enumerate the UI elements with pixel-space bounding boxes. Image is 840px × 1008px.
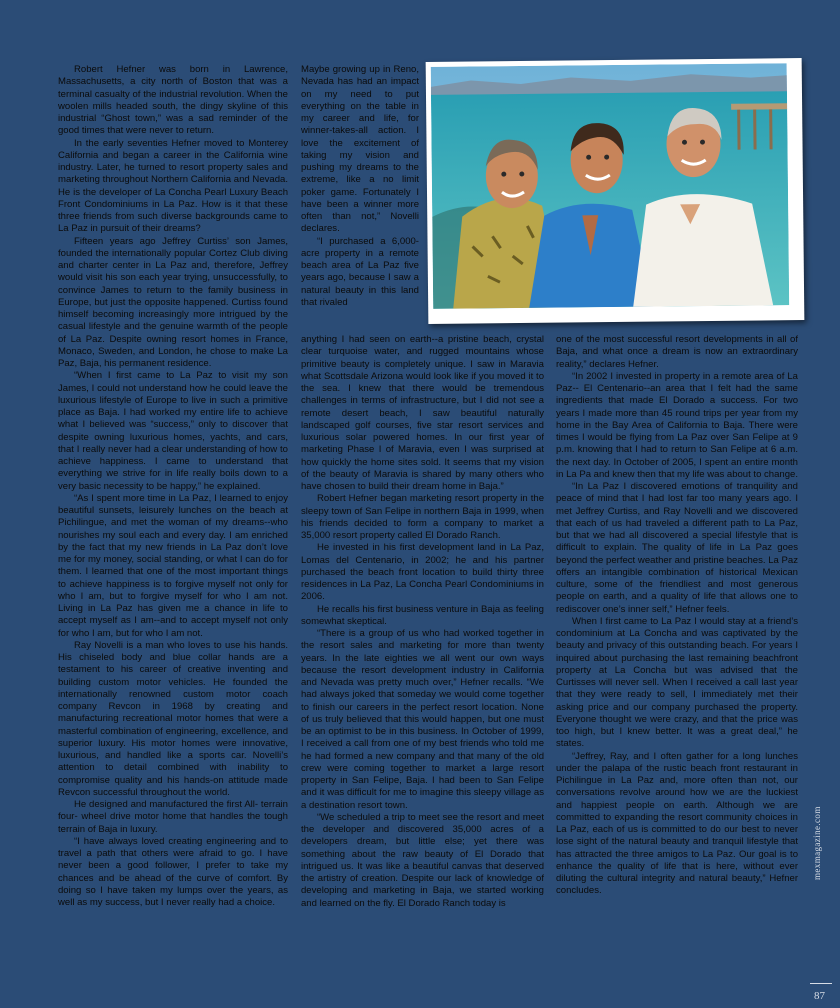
paragraph: He invested in his first development land in La Paz, Lomas del Centenario, in 2002; he and his partner purchased the beach front location to build thirty three residences in La Paz, La Concha Pearl Condominiums in 2006. [301,542,544,603]
paragraph: Maybe growing up in Reno, Nevada has had an impact on my need to put everything on the table in my career and life, for winner-takes-all action. I love the excitement of taking my vision and pushing my dreams to the extreme, like a no limit poker game. Fortunately I have been a winner more often than not,” Novelli declares. [301,64,419,235]
article-column-2-bottom [301,334,544,1002]
site-url: mexmagazine.com [812,806,822,880]
article-column-1 [58,64,288,992]
paragraph: one of the most successful resort developments in all of Baja, and what once a dream is now an extraordinary reality,” declares Hefner. [556,334,798,370]
paragraph: In the early seventies Hefner moved to Monterey California and began a career in the California wine industry. Later, he turned to resort property sales and marketing throughout Northern California and Nevada. He is the developer of La Concha Pearl Luxury Beach Front Condominiums in La Paz. How is it that these three friends from such diverse backgrounds came to La Paz in pursuit of their dreams? [58,137,288,235]
paragraph: anything I had seen on earth--a pristine beach, crystal clear turquoise water, and rugged mountains whose primitive beauty is completely unique. I saw in Maravia what Scottsdale Arizona would look like if you moved it to the sea. I knew that there would be tremendous challenges in terms of infrastructure, but I did not see a remote desert beach, I saw beautiful naturally landscaped golf courses, five star resort services and luxurious solar powered homes. In our first year of marketing Phase I of Maravia, even I was surprised at how quickly the home sites sold. It seems that my vision of the beauty of Maravia is shared by many others who have chosen to build their dream home in Baja.” [301,334,544,492]
paragraph: “In 2002 I invested in property in a remote area of La Paz-- El Centenario--an area that I felt had the same ingredients that made El Dorado a success. For two years I made more than 45 round trips per year from my home in the Bay Area of California to Baja. There were times I would be flying from La Paz over San Felipe at 9 p.m. knowing that I had to return to San Felipe at 6 a.m. the next day. In October of 2005, I spent an entire month in La Pa and knew then that my life was about to change. [556,370,798,480]
paragraph: Robert Hefner began marketing resort property in the sleepy town of San Felipe in northern Baja in 1999, when his friends decided to form a company to market a 35,000 resort property called El Dorado Ranch. [301,493,544,541]
paragraph: “I purchased a 6,000-acre property in a remote beach area of La Paz five years ago, because I saw a natural beauty in this land that rivaled [301,235,419,308]
paragraph: “When I first came to La Paz to visit my son James, I could not understand how he could leave the luxurious lifestyle of Europe to live in such a primitive place as Baja. I had worked my entire life to achieve what I believed was “success,” only to discover that despite owning luxurious homes, yachts, and cars, that I really never had a clear understanding of how to achieve happiness. I came to understand that everything we strive for in life really boils down to a very basic necessity to be happy,” he explained. [58,370,288,492]
page-number: 87 [814,990,825,1002]
paragraph: “We scheduled a trip to meet see the resort and meet the developer and discovered 35,000 acres of a developers dream, but little else; yet there was something about the raw beauty of El Dorado that intrigued us. It was like a beautiful canvas that deserved the artistry of creation. Despite our lack of knowledge of developing and marketing in Baja, we started working and learned on the fly. El Dorado Ranch today is [301,811,544,909]
article-column-2-top [301,64,419,336]
paragraph: “Jeffrey, Ray, and I often gather for a long lunches under the palapa of the rustic beach front restaurant in Pichilingue in La Paz and, more often than not, our conversations revolve around how we are the luckiest and happiest people on earth. Although we are committed to expanding the resort community choices in La Paz, each of us is committed to do our best to never lose sight of the natural beauty and tranquil lifestyle that has attracted the three amigos to La Paz. Our goal is to enhance the quality of life that is here, without ever diluting the cultural integrity and natural beauty,” Hefner concludes. [556,750,798,897]
article-column-3 [556,334,798,1002]
page-number-rule [810,983,832,984]
paragraph: He designed and manufactured the first All- terrain four- wheel drive motor home that handles the tough terrain of Baja in luxury. [58,799,288,835]
paragraph: “There is a group of us who had worked together in the resort sales and marketing for more than twenty years. In the late eighties we all went our own ways because the resort development industry in California and Nevada was pretty much over,” Hefner recalls. “We had always joked that someday we would come together to finish our careers in the perfect resort location. None of us truly believed that this would happen, but one must be an optimist to be in this business. In October of 1999, I received a call from one of my best friends who told me he had formed a new company and that many of the old crew were coming together to market a large resort property in San Felipe, Baja. I had been to San Felipe and it was difficult for me to imagine this sleepy village as a destination resort town. [301,628,544,811]
paragraph: “In La Paz I discovered emotions of tranquility and peace of mind that I had lost far too many years ago. I met Jeffrey Curtiss, and Ray Novelli and we discovered that each of us had traveled a different path to La Paz, but that we had all discovered a special lifestyle that is difficult to explain. The quality of life in La Paz goes beyond the perfect weather and pristine beaches. La Paz offers an intangible combination of historical Mexican culture, some of the friendliest and most generous people on earth, and a quality of life that allows one to rediscover one’s inner self,” Hefner feels. [556,481,798,615]
paragraph: When I first came to La Paz I would stay at a friend’s condominium at La Concha and was captivated by the beauty and privacy of this outstanding beach. For years I inquired about purchasing the last remaining beachfront property at La Concha but was advised that the Curtisses will never sell. When I received a call last year that they were ready to sell, I immediately met their asking price and our company purchased the property. Everyone thought we were crazy, and that the price was too high, but I knew better. It was a great deal,” he states. [556,615,798,750]
paragraph: “I have always loved creating engineering and to travel a path that others were afraid to go. I have never been a good follower, I prefer to take my chances and be ahead of the curve of comfort. By doing so I have taken my lumps over the years, as well as my success, but I never really had a choice. [58,835,288,908]
paragraph: Fifteen years ago Jeffrey Curtiss’ son James, founded the internationally popular Cortez Club diving and charter center in La Paz and, therefore, Jeffrey would visit his son each year trying, unsuccessfully, to convince James to return to the family business in Europe, but just the opposite happened. Curtiss found himself becoming increasingly more intrigued by the casual lifestyle and the genuine warmth of the people of La Paz. Despite owning resort homes in France, Monaco, Sweden, and London, he chose to make La Paz, Baja, his permanent residence. [58,235,288,369]
paragraph: “As I spent more time in La Paz, I learned to enjoy beautiful sunsets, leisurely lunches on the beach at Pichilingue, and met the woman of my dreams--who nourishes my soul each and every day. I am enriched by the fact that my new friends in La Paz don’t love me for my money, social standing, or what I can do for them. I learned that one of the most important things to achieve happiness is to forgive myself not only for who I am, but to forgive myself for who I am not. Living in La Paz has given me a chance in life to accept myself as I am--and to accept myself not only for who I am, but for who I am not. [58,492,288,639]
paragraph: Ray Novelli is a man who loves to use his hands. His chiseled body and blue collar hands are a testament to his career of creative inventing and building custom motor vehicles. He founded the internationally renowned custom motor coach company Revcon in 1968 by creating and manufacturing recreational motor homes that were a masterful combination of engineering, excellence, and superior luxury. His motor homes were innovative, luxurious, and handled like a sports car. Novelli’s attention to detail combined with inability to compromise quality and his hands-on attitude made Revcon successful throughout the world. [58,639,288,798]
photo-image [431,63,790,309]
paragraph: Robert Hefner was born in Lawrence, Massachusetts, a city north of Boston that was a terminal casualty of the industrial revolution. When the woolen mills headed south, the dingy skyline of this industrial “Ghost town,” was a sad reminder of the good times that were never to return. [58,64,288,137]
photo-three-men-by-sea [426,58,805,324]
paragraph: He recalls his first business venture in Baja as feeling somewhat skeptical. [301,603,544,627]
